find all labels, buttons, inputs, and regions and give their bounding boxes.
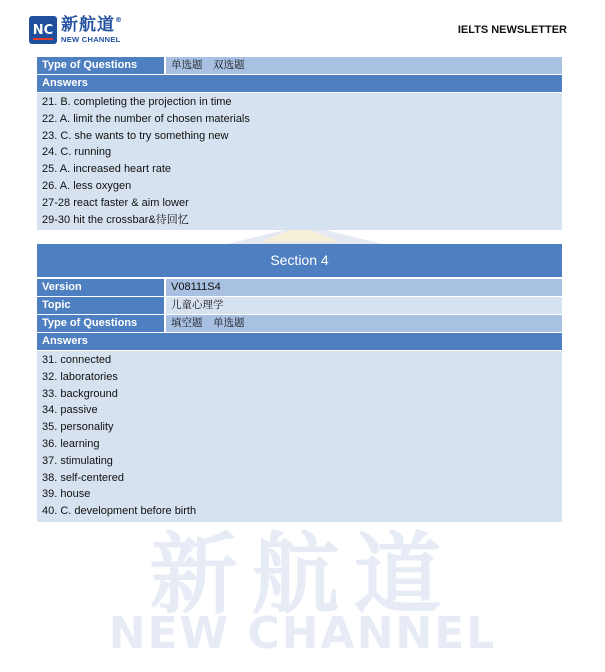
answer-item: 31. connected [42,354,112,366]
section4-topic-row [37,297,562,314]
section4-title: Section 4 [37,244,562,277]
section3-answers-list [37,93,562,230]
section3-table [37,57,562,230]
answer-item: 24. C. running [42,146,112,159]
answer-item: 39. house [42,488,91,501]
logo-cn: 新航道 [61,14,115,35]
answer-item: 29-30 hit the crossbar&待回忆 [42,213,189,226]
answer-item: 32. laboratories [42,370,118,383]
section4-answers-header: Answers [37,333,562,350]
answer-item: 23. C. she wants to try something new [42,129,229,142]
logo-en: NEW CHANNEL [61,34,121,44]
newsletter-title: IELTS NEWSLETTER [457,24,567,36]
answer-item: 27-28 react faster & aim lower [42,196,189,209]
answer-item: 33. background [42,387,118,400]
logo-badge-icon: NC [29,16,57,44]
section4-type-label: Type of Questions [37,315,164,332]
answer-item: 38. self-centered [42,471,124,484]
answer-item: 35. personality [42,421,114,434]
registered-mark: ® [115,15,123,24]
section4-topic-label: Topic [37,297,164,314]
section4-version-row [37,279,562,296]
brand-logo [29,16,123,44]
answer-item: 40. C. development before birth [42,505,197,518]
answer-item: 25. A. increased heart rate [42,163,172,176]
section4-table [37,244,562,522]
answer-item: 26. A. less oxygen [42,179,132,192]
section3-answers-header: Answers [37,75,562,92]
logo-text [61,14,123,44]
answer-item: 36. learning [42,437,100,450]
section4-answers-list [37,351,562,522]
answer-item: 37. stimulating [42,454,113,467]
section4-type-row [37,315,562,332]
section3-type-label: Type of Questions [37,57,164,74]
section4-type-value: 填空题 单选题 [166,315,562,332]
answer-item: 22. A. limit the number of chosen materials [42,112,250,125]
section3-type-row [37,57,562,74]
section4-version-value: V08111S4 [166,279,562,296]
watermark-en: NEW CHANNEL [108,608,497,659]
section3-type-value: 单选题 双选题 [166,57,562,74]
section4-version-label: Version [37,279,164,296]
answer-item: 21. B. completing the projection in time [42,96,232,108]
watermark-cn: 新航道 [149,523,456,626]
answer-item: 34. passive [42,404,98,417]
section4-topic-value: 儿童心理学 [166,297,562,314]
